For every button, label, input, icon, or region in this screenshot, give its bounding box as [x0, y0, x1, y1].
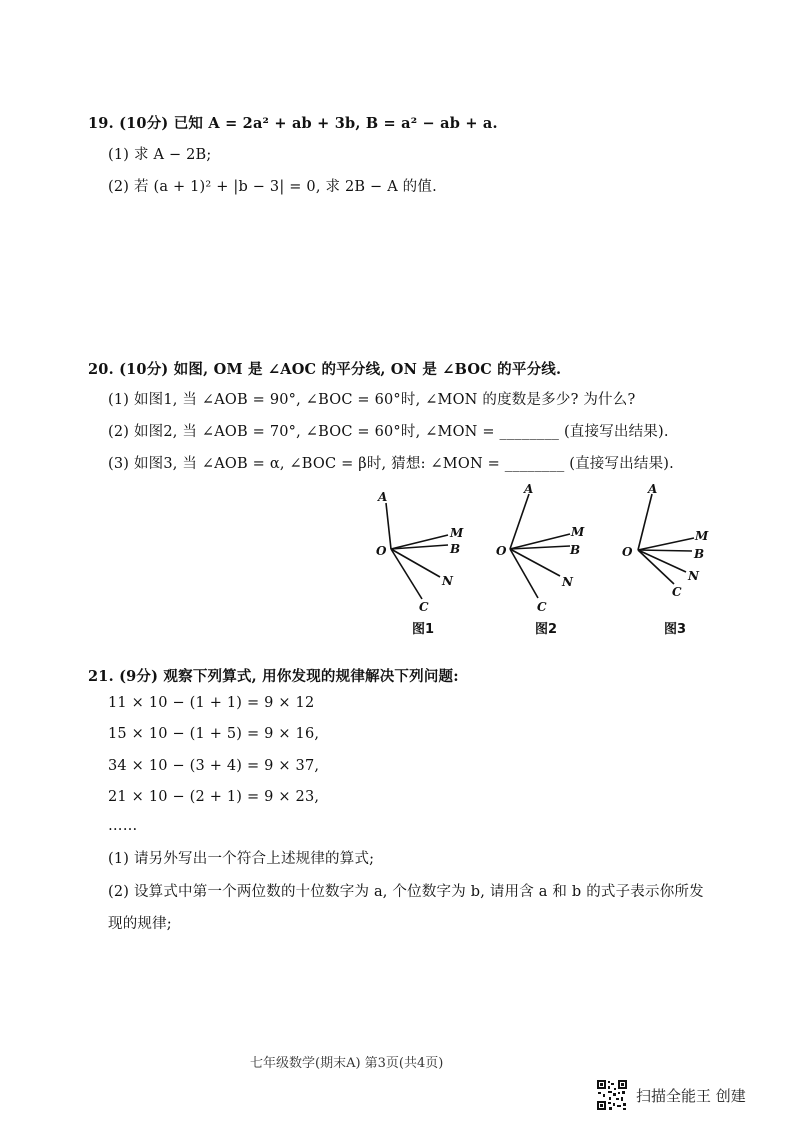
label-n: N	[562, 575, 573, 589]
q21-part2-line2: 现的规律;	[108, 916, 172, 932]
q20-part2: (2) 如图2, 当 ∠AOB = 70°, ∠BOC = 60°时, ∠MON = ________ (直接写出结果).	[108, 424, 669, 440]
ray-oc	[638, 550, 674, 584]
label-b: B	[570, 543, 581, 557]
label-o: O	[376, 544, 387, 558]
label-n: N	[442, 574, 453, 588]
label-a: A	[524, 482, 534, 496]
page-footer: 七年级数学(期末A) 第3页(共4页)	[250, 1056, 444, 1071]
figure-1-caption: 图1	[412, 622, 435, 637]
watermark-text: 扫描全能王 创建	[636, 1086, 746, 1105]
q21-equation-3: 34 × 10 − (3 + 4) = 9 × 37,	[108, 758, 320, 774]
label-m: M	[695, 529, 709, 543]
q19-part2: (2) 若 (a + 1)² + |b − 3| = 0, 求 2B − A 的值.	[108, 179, 437, 195]
q21-heading: 21. (9分) 观察下列算式, 用你发现的规律解决下列问题:	[88, 668, 459, 685]
q21-equation-2: 15 × 10 − (1 + 5) = 9 × 16,	[108, 726, 320, 742]
label-c: C	[419, 600, 429, 614]
label-b: B	[694, 547, 705, 561]
scanner-watermark	[596, 1078, 746, 1112]
q19-part1: (1) 求 A − 2B;	[108, 147, 212, 163]
ray-oa	[638, 494, 652, 550]
label-c: C	[672, 585, 682, 599]
q21-equation-4: 21 × 10 − (2 + 1) = 9 × 23,	[108, 789, 320, 805]
ray-oa	[510, 494, 529, 549]
q20-part1: (1) 如图1, 当 ∠AOB = 90°, ∠BOC = 60°时, ∠MON 的度数是多少? 为什么?	[108, 392, 636, 408]
label-a: A	[648, 482, 658, 496]
ray-oa	[386, 503, 391, 549]
label-m: M	[450, 526, 464, 540]
ray-om	[638, 538, 694, 550]
q20-part3: (3) 如图3, 当 ∠AOB = α, ∠BOC = β时, 猜想: ∠MON = ________ (直接写出结果).	[108, 456, 674, 472]
figure-3-caption: 图3	[664, 622, 687, 637]
label-n: N	[688, 569, 699, 583]
q21-equation-1: 11 × 10 − (1 + 1) = 9 × 12	[108, 695, 315, 711]
figure-1	[368, 485, 478, 620]
label-o: O	[496, 544, 507, 558]
q19-heading: 19. (10分) 已知 A = 2a² + ab + 3b, B = a² − ab + a.	[88, 115, 498, 132]
label-o: O	[622, 545, 633, 559]
label-a: A	[378, 490, 388, 504]
q21-ellipsis: ……	[108, 818, 138, 834]
qr-code-icon	[596, 1079, 628, 1111]
q21-part2-line1: (2) 设算式中第一个两位数的十位数字为 a, 个位数字为 b, 请用含 a 和 b 的式子表示你所发	[108, 884, 704, 900]
figure-2-caption: 图2	[535, 622, 558, 637]
ray-on	[391, 549, 440, 577]
q21-part1: (1) 请另外写出一个符合上述规律的算式;	[108, 851, 375, 867]
ray-oc	[391, 549, 422, 599]
label-m: M	[571, 525, 585, 539]
ray-ob	[638, 550, 692, 551]
label-b: B	[450, 542, 461, 556]
label-c: C	[537, 600, 547, 614]
ray-on	[638, 550, 686, 572]
figure-2	[492, 480, 602, 620]
q20-heading: 20. (10分) 如图, OM 是 ∠AOC 的平分线, ON 是 ∠BOC 的平分线.	[88, 361, 562, 378]
figure-3	[620, 480, 730, 610]
